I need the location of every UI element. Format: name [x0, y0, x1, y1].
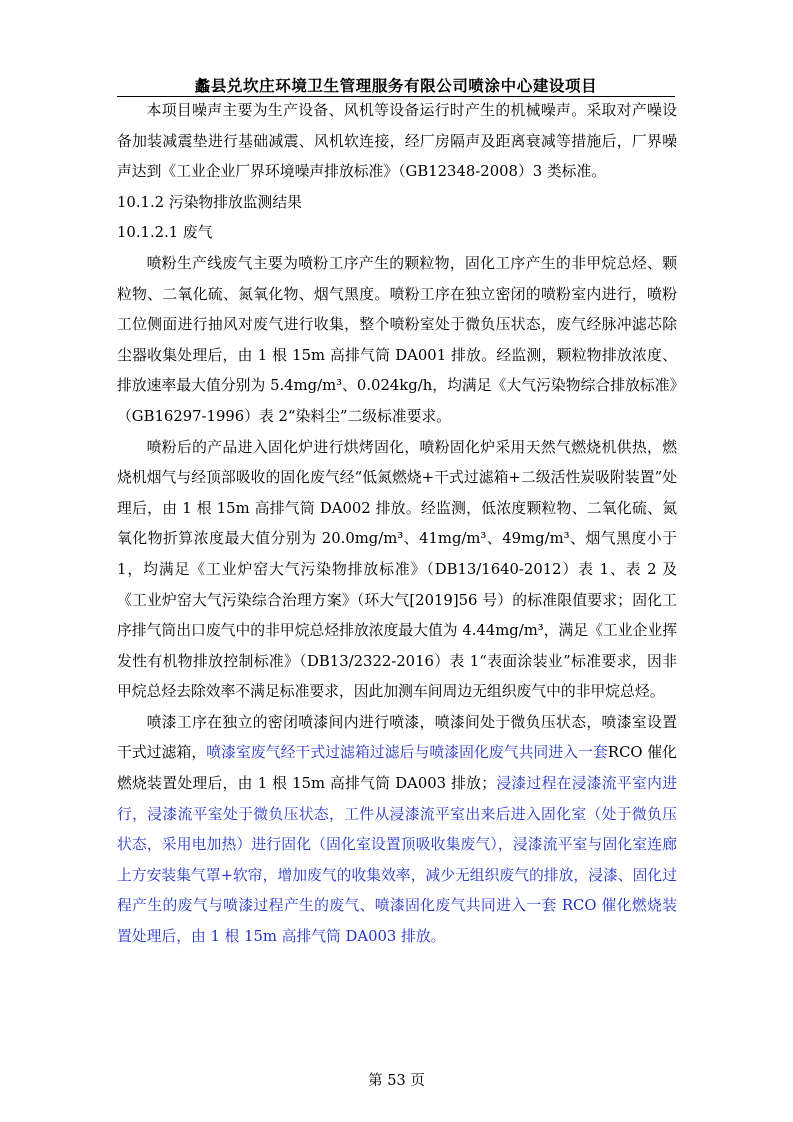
page-body [117, 96, 677, 953]
painting-text-black: 喷漆工序在独立的密闭喷漆间内进行喷漆，喷漆间处于微负压状态，喷漆室设置干式过滤箱， [117, 713, 677, 762]
powder-coating-paragraph: 喷粉生产线废气主要为喷粉工序产生的颗粒物，固化工序产生的非甲烷总烃、颗粒物、二氧化硫、氮氧化物、烟气黑度。喷粉工序在独立密闭的喷粉室内进行，喷粉工位侧面进行抽风对废气进行收集，整个喷粉室处于微负压状态，废气经脉冲滤芯除尘器收集处理后，由 1 根 15m 高排气筒 DA001 排放。经监测，颗粒物排放浓度、排放速率最大值分别为 5.4mg/m³、0.024kg/h，均满足《大气污染物综合排放标准》（GB16297-1996）表 2“染料尘”二级标准要求。 [117, 254, 677, 425]
painting-text-blue: 喷漆室废气经干式过滤箱过滤后与喷漆固化废气共同进入一套 [206, 744, 608, 762]
painting-text-black-rco: RCO 催化燃烧装置处理后，由 1 根 15m 高排气筒 DA003 排放； [117, 744, 677, 793]
painting-paragraph [117, 708, 677, 953]
page-header-title: 蠡县兑坎庄环境卫生管理服务有限公司喷涂中心建设项目 [194, 76, 598, 95]
noise-paragraph: 本项目噪声主要为生产设备、风机等设备运行时产生的机械噪声。采取对产噪设备加装减震垫进行基础减震、风机软连接，经厂房隔声及距离衰减等措施后，厂界噪声达到《工业企业厂界环境噪声排放标准》（GB12348-2008）3 类标准。 [117, 102, 677, 181]
dipping-text-blue: 浸漆过程在浸漆流平室内进行，浸漆流平室处于微负压状态，工件从浸漆流平室出来后进入固化室（处于微负压状态，采用电加热）进行固化（固化室设置顶吸收集废气），浸漆流平室与固化室连廊上方安装集气罩+软帘，增加废气的收集效率，减少无组织废气的排放，浸漆、固化过程产生的废气与喷漆过程产生的废气、喷漆固化废气共同进入一套 RCO 催化燃烧装置处理后，由 1 根 15m 高排气筒 DA003 排放。 [117, 775, 677, 946]
page-number: 第 53 页 [368, 1073, 425, 1089]
curing-oven-paragraph: 喷粉后的产品进入固化炉进行烘烤固化，喷粉固化炉采用天然气燃烧机供热，燃烧机烟气与经顶部吸收的固化废气经“低氮燃烧+干式过滤箱+二级活性炭吸附装置”处理后，由 1 根 15m 高排气筒 DA002 排放。经监测，低浓度颗粒物、二氧化硫、氮氧化物折算浓度最大值分别为 20.0mg/m³、41mg/m³、49mg/m³、烟气黑度小于 1，均满足《工业炉窑大气污染物排放标准》（DB13/1640-2012）表 1、表 2 及《工业炉窑大气污染综合治理方案》（环大气[2019]56 号）的标准限值要求；固化工序排气筒出口废气中的非甲烷总烃排放浓度最大值为 4.44mg/m³，满足《工业企业挥发性有机物排放控制标准》（DB13/2322-2016）表 1“表面涂装业”标准要求，因非甲烷总烃去除效率不满足标准要求，因此加测车间周边无组织废气中的非甲烷总烃。 [117, 438, 677, 701]
section-heading-10-1-2-1: 10.1.2.1 废气 [117, 224, 213, 242]
section-heading-10-1-2: 10.1.2 污染物排放监测结果 [117, 193, 302, 211]
